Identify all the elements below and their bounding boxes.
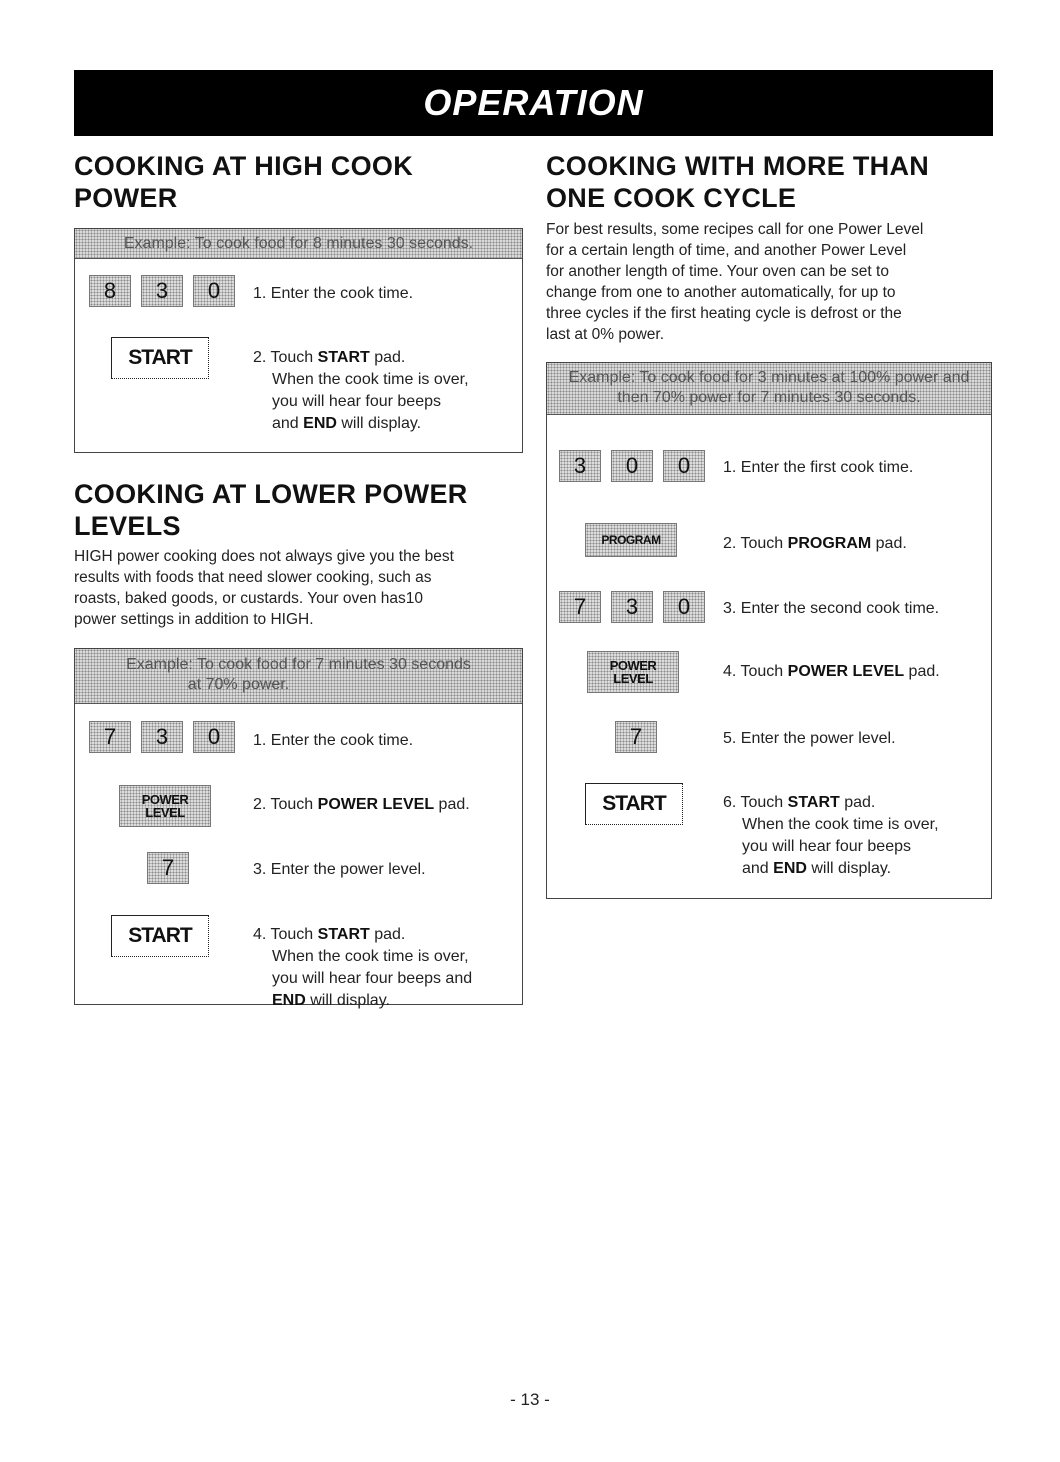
power-level-pad[interactable]: POWER LEVEL (587, 651, 679, 693)
section-heading-multi-cycle: COOKING WITH MORE THAN ONE COOK CYCLE (546, 151, 930, 213)
number-pads-first-time (559, 450, 705, 482)
program-pad[interactable]: PROGRAM (585, 523, 677, 557)
step-4-text: 4. Touch START pad. When the cook time is over, you will hear four beeps and END will display. (253, 926, 473, 1009)
number-pad-0[interactable]: 0 (193, 275, 235, 307)
step-6-text: 6. Touch START pad. When the cook time is over, you will hear four beeps and END will display. (723, 794, 939, 877)
number-pad-3[interactable]: 3 (141, 275, 183, 307)
step-1-text: 1. Enter the cook time. (253, 285, 414, 302)
number-pads (89, 275, 235, 307)
number-pad-3[interactable]: 3 (559, 450, 601, 482)
step-1-text: 1. Enter the cook time. (253, 732, 414, 749)
number-pad-0[interactable]: 0 (611, 450, 653, 482)
number-pad-7[interactable]: 7 (559, 591, 601, 623)
example-box-high-power (74, 228, 523, 453)
number-pad-3[interactable]: 3 (141, 721, 183, 753)
step-2-text: 2. Touch START pad. When the cook time is over, you will hear four beeps and END will display. (253, 349, 469, 432)
multi-cycle-description: For best results, some recipes call for one Power Level for a certain length of time, and another Power Level for another length of time. Your oven can be set to change from one to another automatically, for up to three cycles if the first heating cycle is defrost or the last at 0% power. (546, 221, 924, 343)
number-pad-3[interactable]: 3 (611, 591, 653, 623)
start-button[interactable]: START (585, 783, 683, 825)
example-banner: Example: To cook food for 7 minutes 30 seconds at 70% power. (75, 649, 522, 704)
step-5-text: 5. Enter the power level. (723, 730, 896, 747)
example-box-multi-cycle (546, 362, 992, 899)
lower-power-description: HIGH power cooking does not always give you the best results with foods that need slower cooking, such as roasts, baked goods, or custards. Your oven has10 power settings in addition to HIGH. (74, 548, 454, 628)
example-banner: Example: To cook food for 8 minutes 30 seconds. (75, 229, 522, 259)
example-banner: Example: To cook food for 3 minutes at 100% power and then 70% power for 7 minutes 30 seconds. (547, 363, 991, 415)
page-number: - 13 - (510, 1390, 550, 1409)
step-2-text: 2. Touch PROGRAM pad. (723, 535, 907, 552)
operation-banner (74, 70, 993, 136)
number-pads (89, 721, 235, 753)
number-pad-0[interactable]: 0 (663, 450, 705, 482)
section-heading-high-power: COOKING AT HIGH COOK POWER (74, 151, 413, 213)
example-box-lower-power (74, 648, 523, 1009)
start-button[interactable]: START (111, 915, 209, 957)
number-pad-7[interactable]: 7 (147, 852, 189, 884)
step-1-text: 1. Enter the first cook time. (723, 459, 914, 476)
page-title: OPERATION (423, 82, 644, 123)
power-level-pad[interactable]: POWER LEVEL (119, 785, 211, 827)
number-pad-8[interactable]: 8 (89, 275, 131, 307)
step-3-text: 3. Enter the power level. (253, 861, 426, 878)
number-pad-7[interactable]: 7 (615, 721, 657, 753)
number-pad-0[interactable]: 0 (663, 591, 705, 623)
step-4-text: 4. Touch POWER LEVEL pad. (723, 663, 940, 680)
step-3-text: 3. Enter the second cook time. (723, 600, 940, 617)
number-pads-second-time (559, 591, 705, 623)
step-2-text: 2. Touch POWER LEVEL pad. (253, 796, 470, 813)
section-heading-lower-power: COOKING AT LOWER POWER LEVELS (74, 479, 468, 541)
number-pad-0[interactable]: 0 (193, 721, 235, 753)
number-pad-7[interactable]: 7 (89, 721, 131, 753)
start-button[interactable]: START (111, 337, 209, 379)
